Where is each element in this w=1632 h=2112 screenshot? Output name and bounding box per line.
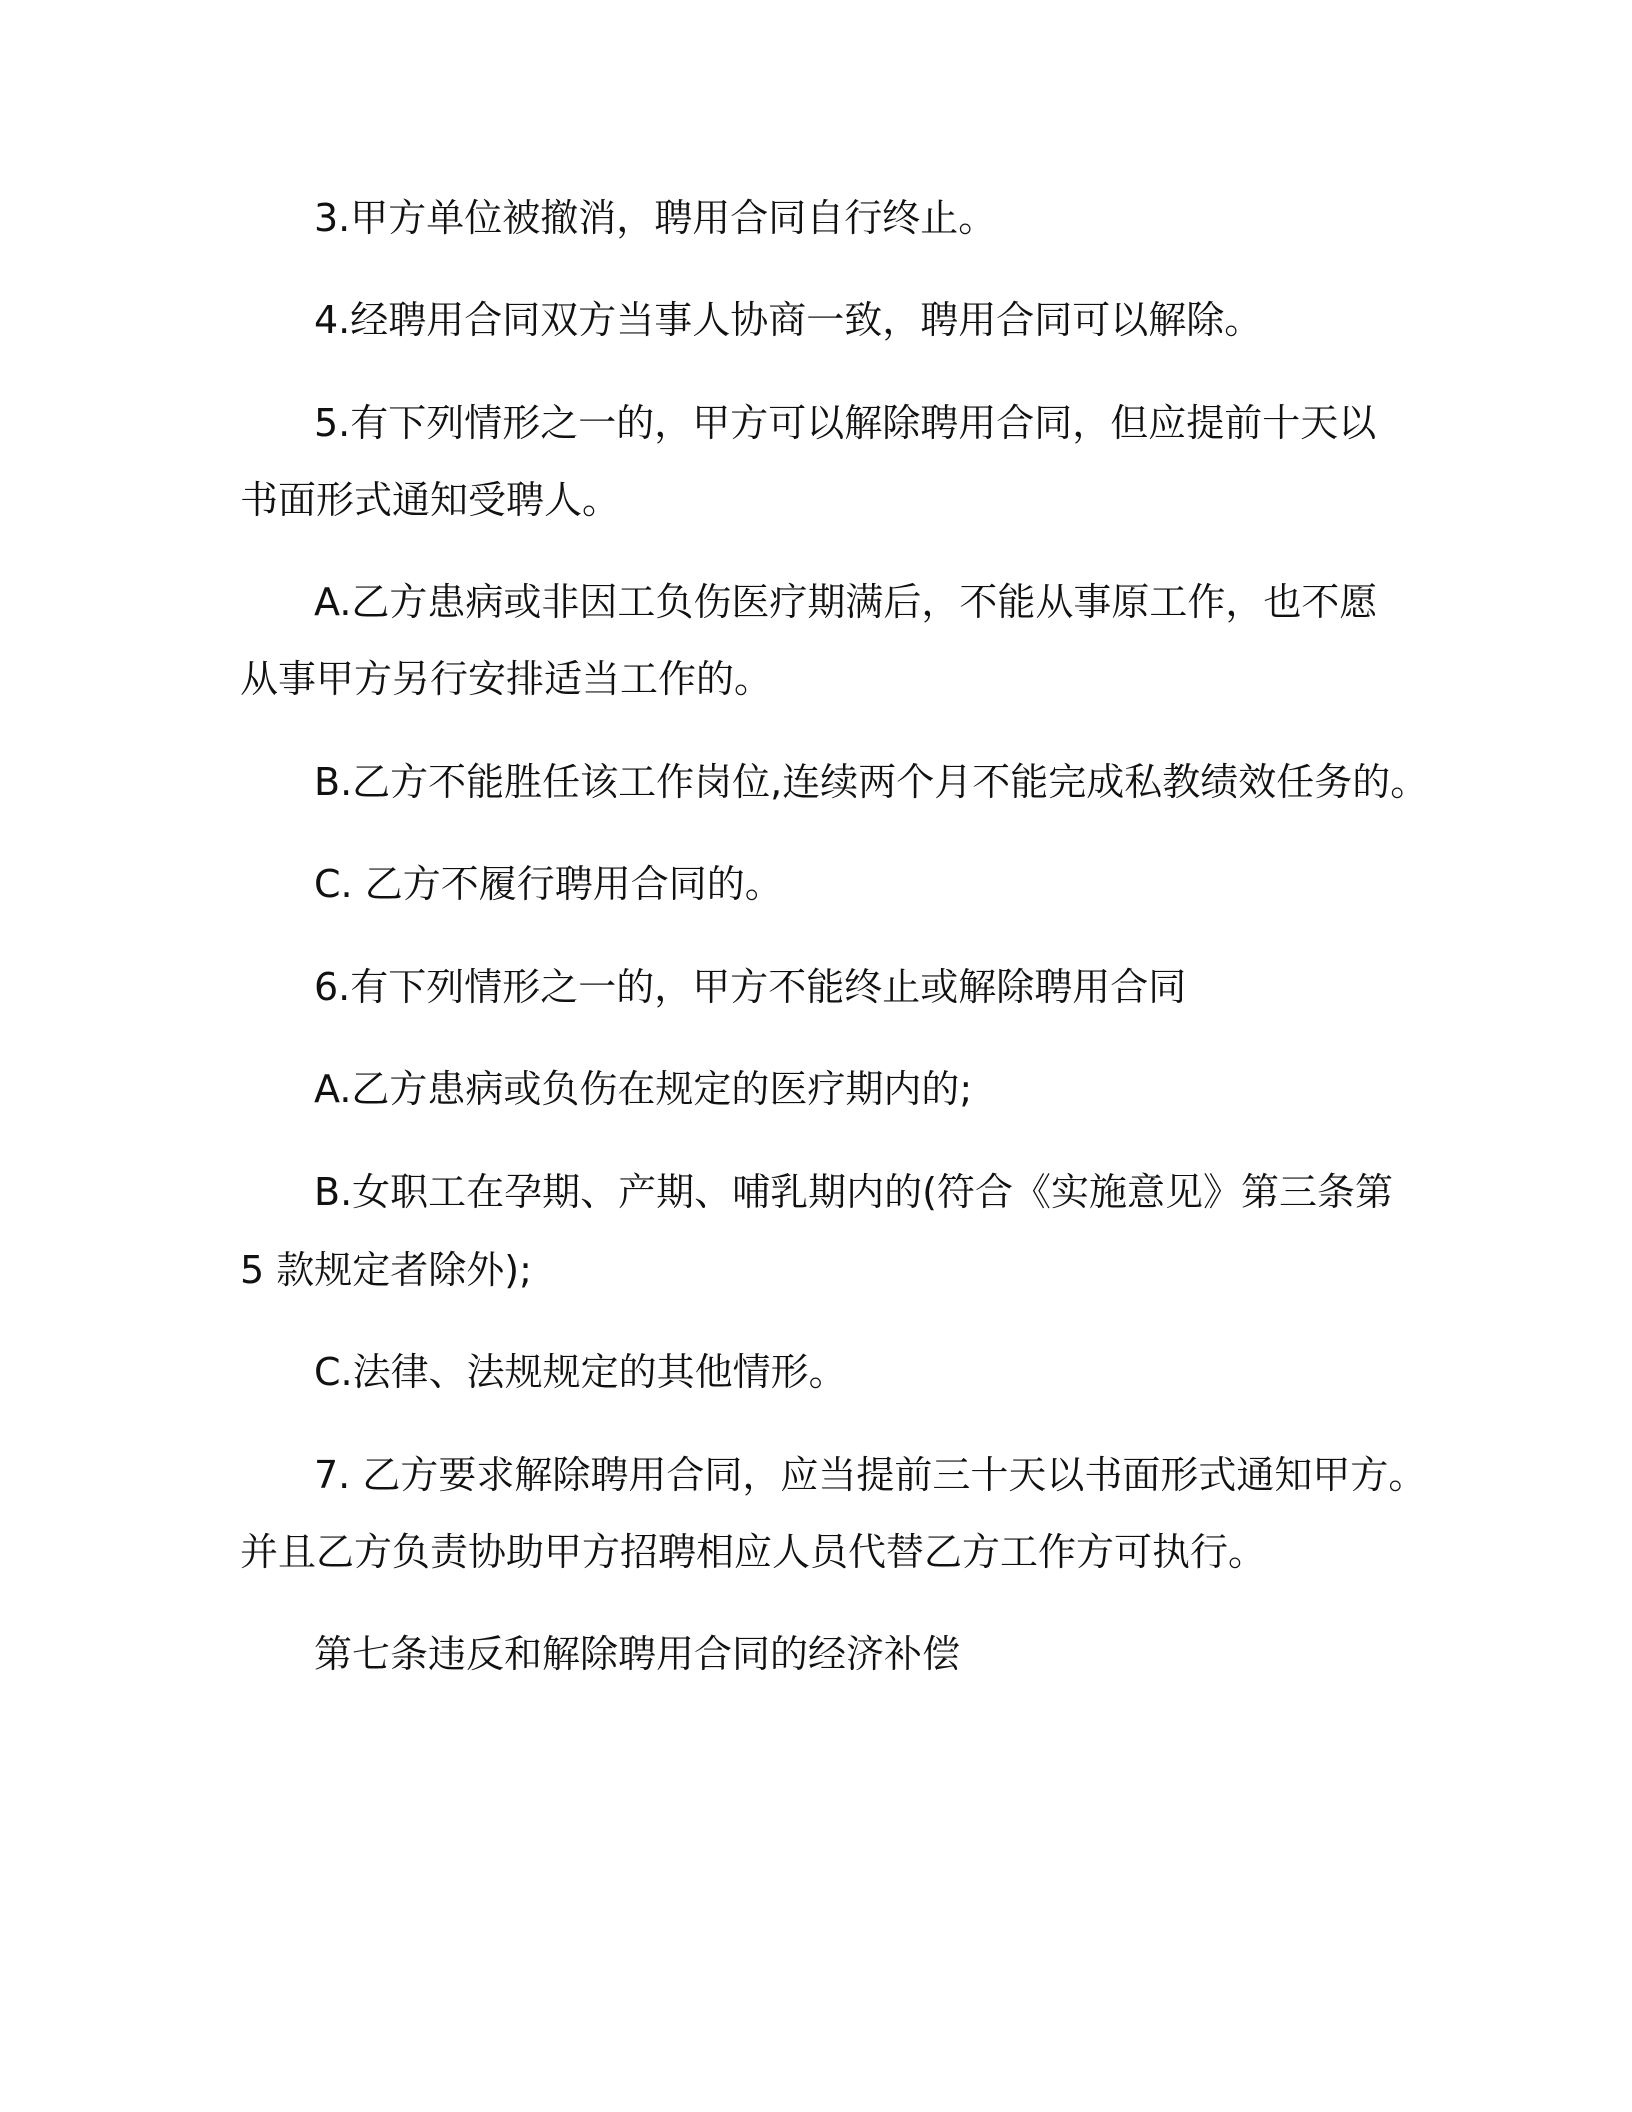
article-7-heading: 第七条违反和解除聘用合同的经济补偿 — [314, 1632, 961, 1676]
clause-7-line-2: 并且乙方负责协助甲方招聘相应人员代替乙方工作方可执行。 — [240, 1530, 1267, 1574]
clause-5a-line-2: 从事甲方另行安排适当工作的。 — [240, 657, 773, 701]
clause-6b-line-1: B.女职工在孕期、产期、哺乳期内的(符合《实施意见》第三条第 — [314, 1170, 1393, 1214]
clause-5b: B.乙方不能胜任该工作岗位,连续两个月不能完成私教绩效任务的。 — [314, 760, 1429, 804]
clause-5-line-1: 5.有下列情形之一的，甲方可以解除聘用合同，但应提前十天以 — [314, 401, 1377, 445]
clause-5-line-2: 书面形式通知受聘人。 — [240, 478, 621, 522]
clause-6: 6.有下列情形之一的，甲方不能终止或解除聘用合同 — [314, 965, 1187, 1009]
clause-5c: C. 乙方不履行聘用合同的。 — [314, 862, 783, 906]
clause-4: 4.经聘用合同双方当事人协商一致，聘用合同可以解除。 — [314, 298, 1263, 342]
clause-6a: A.乙方患病或负伤在规定的医疗期内的; — [314, 1067, 973, 1111]
clause-6b-line-2: 5 款规定者除外); — [240, 1248, 532, 1292]
clause-3: 3.甲方单位被撤消，聘用合同自行终止。 — [314, 196, 997, 240]
clause-5a-line-1: A.乙方患病或非因工负伤医疗期满后，不能从事原工作，也不愿 — [314, 580, 1378, 624]
clause-7-line-1: 7. 乙方要求解除聘用合同，应当提前三十天以书面形式通知甲方。 — [314, 1453, 1427, 1497]
clause-6c: C.法律、法规规定的其他情形。 — [314, 1350, 847, 1394]
